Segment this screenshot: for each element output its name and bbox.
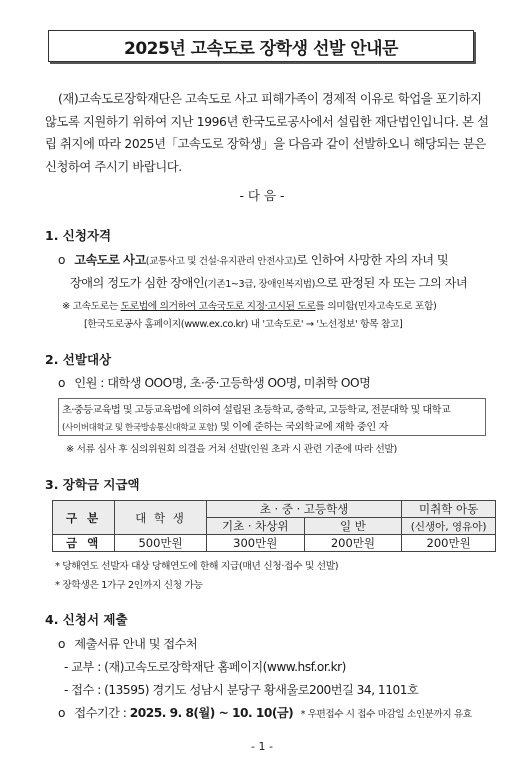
section3-heading: 3. 장학금 지급액 [45,477,140,492]
disability-grade: (기존1~3급, 장애인복지법) [204,279,315,290]
amount-university: 500만원 [115,535,207,552]
highway-accident-term: 고속도로 사고 [74,253,146,267]
school-sub-low-income: 기초 · 차상위 [206,518,304,535]
section2-heading: 2. 선발대상 [45,352,112,367]
section4-period [58,704,472,721]
preschool-sub: (신생아, 영유아) [402,518,496,535]
period-label: 접수기간 : [74,706,130,720]
section1-note1 [62,298,436,312]
bullet: o [58,637,65,651]
amount-low-income: 300만원 [206,535,304,552]
note1-suffix: 를 의미함(민자고속도로 포함) [315,301,437,312]
cyber-university-note: (사이버대학교 및 한국방송통신대학교 포함) [62,423,218,433]
section1-note2: [한국도로공사 홈페이지(www.ex.co.kr) 내 '고속도로' → '노선정보' 항목 참고] [84,319,403,330]
note1-prefix: ※ 고속도로는 [62,301,121,312]
school-header: 초 · 중 · 고등학생 [206,501,401,518]
bullet: o [58,706,65,720]
section2-note: ※ 서류 심사 후 심의위원회 의결을 거쳐 선발(인원 초과 시 관련 기준에 따라 선발) [66,444,397,455]
school-definition-line1: 초·중등교육법 및 고등교육법에 의하여 설립된 초등학교, 중학교, 고등학교, 전문대학 및 대학교 [62,405,451,416]
amount-label: 금 액 [53,535,115,552]
school-sub-general: 일 반 [304,518,402,535]
school-definition-line2 [62,418,388,433]
page-title: 2025년 고속도로 장학생 선발 안내문 [124,38,398,59]
section4-line1 [58,635,197,652]
amount-general: 200만원 [304,535,402,552]
section1-eligibility-line1 [58,251,448,268]
period-note: * 우편접수 시 접수 마감일 소인분까지 유효 [300,709,472,720]
section2-line1 [58,374,370,391]
eligibility-line1-rest: 로 인하여 사망한 자의 자녀 및 [296,253,449,267]
title-box [48,30,474,62]
col-label-header: 구 분 [53,501,115,535]
section1-eligibility-line2 [70,274,467,291]
eligibility-line2a: 장애의 정도가 심한 장애인 [70,276,205,290]
intro-paragraph: (재)고속도로장학재단은 고속도로 사고 피해가족이 경제적 이유로 학업을 포기하지 않도록 지원하기 위하여 지난 1996년 한국도로공사에서 설립한 재단법인입니다. 본 설립 취지에 따라 2025년「고속도로 장학생」을 다음과 같이 선발하오니 해당되는 분은 신청하여 주시기 바랍니다. [45,92,489,174]
documents-guide: 제출서류 안내 및 접수처 [74,637,198,651]
note1-underlined: 도로법에 의거하여 고속국도로 지정·고시된 도로 [120,301,316,312]
bullet: o [58,376,65,390]
page-number: - 1 - [251,740,273,753]
eligibility-line2b: 으로 판정된 자 또는 그의 자녀 [314,276,468,290]
scholarship-table [52,500,496,552]
accident-scope: (교통사고 및 건설·유지관리 안전사고) [145,256,297,267]
amount-preschool: 200만원 [402,535,496,552]
section4-submission-address: - 접수 : (13595) 경기도 성남시 분당구 황새울로200번길 34, 1101호 [64,683,419,697]
section3-note1: * 당해연도 선발자 대상 당해연도에 한해 지급(매년 신청·접수 및 선발) [55,561,339,572]
da-eum-heading: - 다 음 - [239,188,285,203]
university-header: 대 학 생 [115,501,207,535]
section1-heading: 1. 신청자격 [45,228,112,243]
section4-heading: 4. 신청서 제출 [45,612,128,627]
section3-note2: * 장학생은 1가구 2인까지 신청 가능 [55,580,203,591]
section4-distribution: - 교부 : (재)고속도로장학재단 홈페이지(www.hsf.or.kr) [64,660,346,674]
school-definition-suffix: 및 이에 준하는 국외학교에 재학 중인 자 [217,422,389,433]
period-value: 2025. 9. 8(월) ~ 10. 10(금) [129,706,294,720]
bullet: o [58,253,65,267]
quota-text: 인원 : 대학생 OOO명, 초·중·고등학생 OO명, 미취학 OO명 [74,376,371,390]
preschool-header: 미취학 아동 [402,501,496,518]
